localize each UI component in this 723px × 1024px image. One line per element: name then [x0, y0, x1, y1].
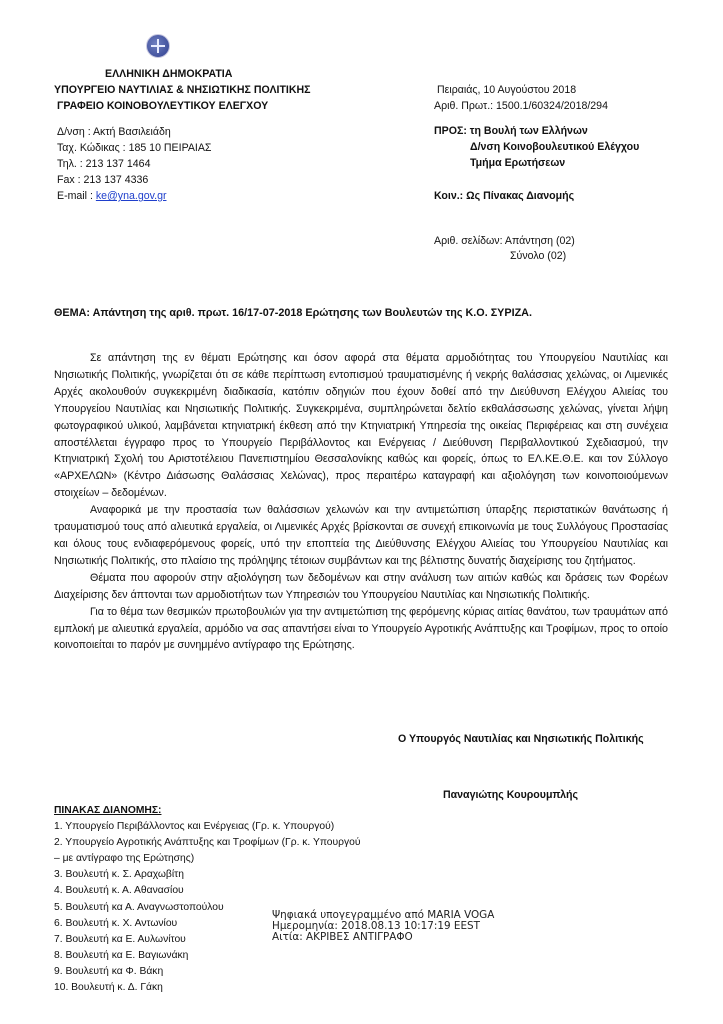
- distribution-item: 5. Βουλευτή κα Α. Αναγνωστοπούλου: [54, 901, 224, 913]
- contact-phone: Τηλ. : 213 137 1464: [57, 158, 151, 170]
- greek-coat-of-arms-icon: [146, 34, 170, 58]
- pages-total: Σύνολο (02): [510, 250, 567, 262]
- letter-body: [54, 350, 668, 654]
- subject-line: ΘΕΜΑ: Απάντηση της αριθ. πρωτ. 16/17-07-2018 Ερώτησης των Βουλευτών της Κ.Ο. ΣΥΡΙΖΑ.: [54, 307, 532, 319]
- contact-email-row: [57, 188, 211, 204]
- distribution-item: 1. Υπουργείο Περιβάλλοντος και Ενέργειας (Γρ. κ. Υπουργού): [54, 821, 335, 833]
- contact-fax: Fax : 213 137 4336: [57, 174, 149, 186]
- cc-line: Κοιν.: Ως Πίνακας Διανομής: [434, 190, 575, 202]
- body-paragraph: Σε απάντηση της εν θέματι Ερώτησης και όσον αφορά στα θέματα αρμοδιότητας του Υπουργείου Ναυτιλίας και Νησιωτικής Πολιτικής, γνωρίζεται ότι σε κάθε περίπτωση εντοπισμού τραυματισμένης ή νεκρής θαλάσσιας χελώνας, οι Λιμενικές Αρχές ακολουθούν συγκεκριμένη διαδικασία, κατόπιν οδηγιών που έχουν δοθεί από την Διεύθυνση Ελέγχου Αλιείας του Υπουργείου Ναυτιλίας και Νησιωτικής Πολιτικής. Συγκεκριμένα, συμπληρώνεται δελτίο εκθαλάσσωσης χελώνας, γίνεται λήψη φωτογραφικού υλικού, λαμβάνεται κτηνιατρική έκθεση από την Κτηνιατρική Υπηρεσία της οικείας Περιφέρειας και στη συνέχεια αποστέλλεται έγγραφο προς το Υπουργείο Περιβάλλοντος και Ενέργειας / Διεύθυνση Περιβαλλοντικού Σχεδιασμού, την Κτηνιατρική Σχολή του Αριστοτέλειου Πανεπιστημίου Θεσσαλονίκης καθώς και φορείς, όπως το ΕΛ.ΚΕ.Θ.Ε. και τον Σύλλογο «ΑΡΧΕΛΩΝ» (Κέντρο Διάσωσης Θαλάσσιας Χελώνας), προς περαιτέρω καταγραφή και αξιολόγηση των κοινοποιούμενων στοιχείων – δεδομένων.: [54, 352, 668, 500]
- contact-address: Δ/νση : Ακτή Βασιλειάδη: [57, 126, 171, 138]
- office-heading: ΓΡΑΦΕΙΟ ΚΟΙΝΟΒΟΥΛΕΥΤΙΚΟΥ ΕΛΕΓΧΟΥ: [57, 100, 269, 112]
- email-label: E-mail :: [57, 190, 96, 202]
- republic-heading: ΕΛΛΗΝΙΚΗ ΔΗΜΟΚΡΑΤΙΑ: [105, 68, 233, 80]
- distribution-title: ΠΙΝΑΚΑΣ ΔΙΑΝΟΜΗΣ:: [54, 805, 162, 816]
- pages-count: Αριθ. σελίδων: Απάντηση (02): [434, 235, 575, 247]
- digital-signature-reason: Αιτία: ΑΚΡΙΒΕΣ ΑΝΤΙΓΡΑΦΟ: [272, 931, 413, 943]
- distribution-item: 8. Βουλευτή κα Ε. Βαγιωνάκη: [54, 949, 189, 961]
- recipient-line1: ΠΡΟΣ: τη Βουλή των Ελλήνων: [434, 125, 588, 137]
- email-link[interactable]: ke@yna.gov.gr: [95, 190, 167, 202]
- signatory-name: Παναγιώτης Κουρουμπλής: [443, 789, 579, 801]
- body-paragraph: Για το θέμα των θεσμικών πρωτοβουλιών για την αντιμετώπιση της φερόμενης κύριας αιτίας θανάτου, των τραυμάτων από εμπλοκή με αλιευτικά εργαλεία, αρμόδιο να σας απαντήσει είναι το Υπουργείο Αγροτικής Ανάπτυξης και Τροφίμων, προς το οποίο κοινοποιείται το παρόν με συνημμένο αντίγραφο της Ερώτησης.: [54, 605, 668, 652]
- contact-block: [57, 124, 211, 204]
- distribution-item: 7. Βουλευτή κα Ε. Αυλωνίτου: [54, 933, 186, 945]
- distribution-item: 9. Βουλευτή κα Φ. Βάκη: [54, 965, 164, 977]
- place-date: Πειραιάς, 10 Αυγούστου 2018: [437, 84, 577, 96]
- ministry-heading: ΥΠΟΥΡΓΕΙΟ ΝΑΥΤΙΛΙΑΣ & ΝΗΣΙΩΤΙΚΗΣ ΠΟΛΙΤΙΚΗΣ: [54, 84, 311, 96]
- distribution-item: – με αντίγραφο της Ερώτησης): [54, 853, 195, 865]
- recipient-line3: Τμήμα Ερωτήσεων: [470, 157, 566, 169]
- contact-postal: Ταχ. Κώδικας : 185 10 ΠΕΙΡΑΙΑΣ: [57, 142, 212, 154]
- protocol-number: Αριθ. Πρωτ.: 1500.1/60324/2018/294: [434, 100, 608, 112]
- distribution-item: 10. Βουλευτή κ. Δ. Γάκη: [54, 982, 163, 994]
- digital-signature-signer: Ψηφιακά υπογεγραμμένο από MARIA VOGA: [272, 909, 495, 921]
- distribution-item: 4. Βουλευτή κ. Α. Αθανασίου: [54, 885, 184, 897]
- recipient-line2: Δ/νση Κοινοβουλευτικού Ελέγχου: [470, 141, 640, 153]
- body-paragraph: Θέματα που αφορούν στην αξιολόγηση των δεδομένων και στην ανάλυση των αιτιών καθώς και δράσεις των Φορέων Διαχείρισης δεν άπτονται των αρμοδιοτήτων των Υπηρεσιών του Υπουργείου Ναυτιλίας και Νησιωτικής Πολιτικής.: [54, 571, 668, 601]
- distribution-item: 3. Βουλευτή κ. Σ. Αραχωβίτη: [54, 869, 184, 881]
- body-paragraph: Αναφορικά με την προστασία των θαλάσσιων χελωνών και την αντιμετώπιση ύπαρξης περιστατικών θανάτωσης ή τραυματισμού τους από αλιευτικά εργαλεία, οι Λιμενικές Αρχές βρίσκονται σε συνεχή επικοινωνία με τους Συλλόγους Προστασίας και όλους τους ενδιαφερόμενους φορείς, υπό την εποπτεία της Διεύθυνσης Ελέγχου Αλιείας του Υπουργείου Ναυτιλίας και Νησιωτικής Πολιτικής, στο πλαίσιο της πρόληψης τέτοιων συμβάντων και της βέλτιστης δυνατής διαχείρισης του ζητήματος.: [54, 504, 668, 567]
- distribution-list: [54, 803, 361, 996]
- digital-signature-stamp[interactable]: [272, 910, 494, 943]
- digital-signature-date: Ημερομηνία: 2018.08.13 10:17:19 EEST: [272, 920, 481, 932]
- signatory-title: Ο Υπουργός Ναυτιλίας και Νησιωτικής Πολιτικής: [398, 733, 644, 745]
- distribution-item: 2. Υπουργείο Αγροτικής Ανάπτυξης και Τροφίμων (Γρ. κ. Υπουργού: [54, 837, 361, 849]
- distribution-item: 6. Βουλευτή κ. Χ. Αντωνίου: [54, 917, 178, 929]
